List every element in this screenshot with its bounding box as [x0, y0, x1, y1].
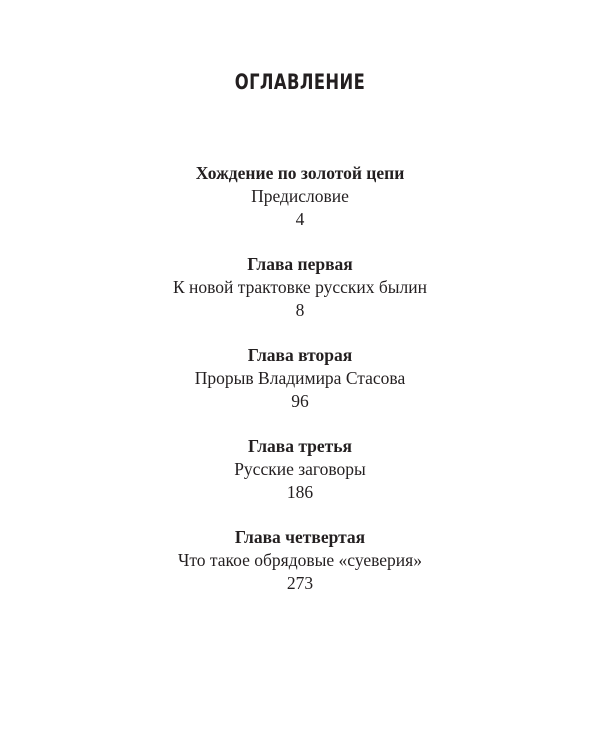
toc-entry-subtitle: Предисловие — [251, 186, 349, 206]
toc-entry-subtitle: Русские заговоры — [234, 459, 366, 479]
toc-entry-heading: Глава третья — [248, 436, 352, 456]
toc-entry-heading: Глава вторая — [247, 345, 353, 365]
toc-entry-page-number: 273 — [286, 573, 314, 593]
toc-entry-heading: Хождение по золотой цепи — [195, 163, 405, 183]
toc-entry — [0, 253, 600, 344]
toc-entry-subtitle: Прорыв Владимира Стасова — [194, 368, 406, 388]
toc-entry-page-number: 4 — [295, 209, 305, 229]
page-title: ОГЛАВЛЕНИЕ — [234, 70, 366, 94]
toc-entry — [0, 435, 600, 526]
toc-entry — [0, 162, 600, 253]
table-of-contents — [0, 162, 600, 617]
toc-entry-heading: Глава четвертая — [234, 527, 366, 547]
toc-entry-page-number: 96 — [291, 391, 309, 411]
toc-entry-subtitle: К новой трактовке русских былин — [172, 277, 427, 297]
toc-entry-page-number: 8 — [295, 300, 305, 320]
toc-entry-heading: Глава первая — [247, 254, 353, 274]
toc-entry — [0, 526, 600, 617]
toc-entry — [0, 344, 600, 435]
toc-entry-page-number: 186 — [286, 482, 314, 502]
toc-entry-subtitle: Что такое обрядовые «суеверия» — [178, 550, 422, 570]
